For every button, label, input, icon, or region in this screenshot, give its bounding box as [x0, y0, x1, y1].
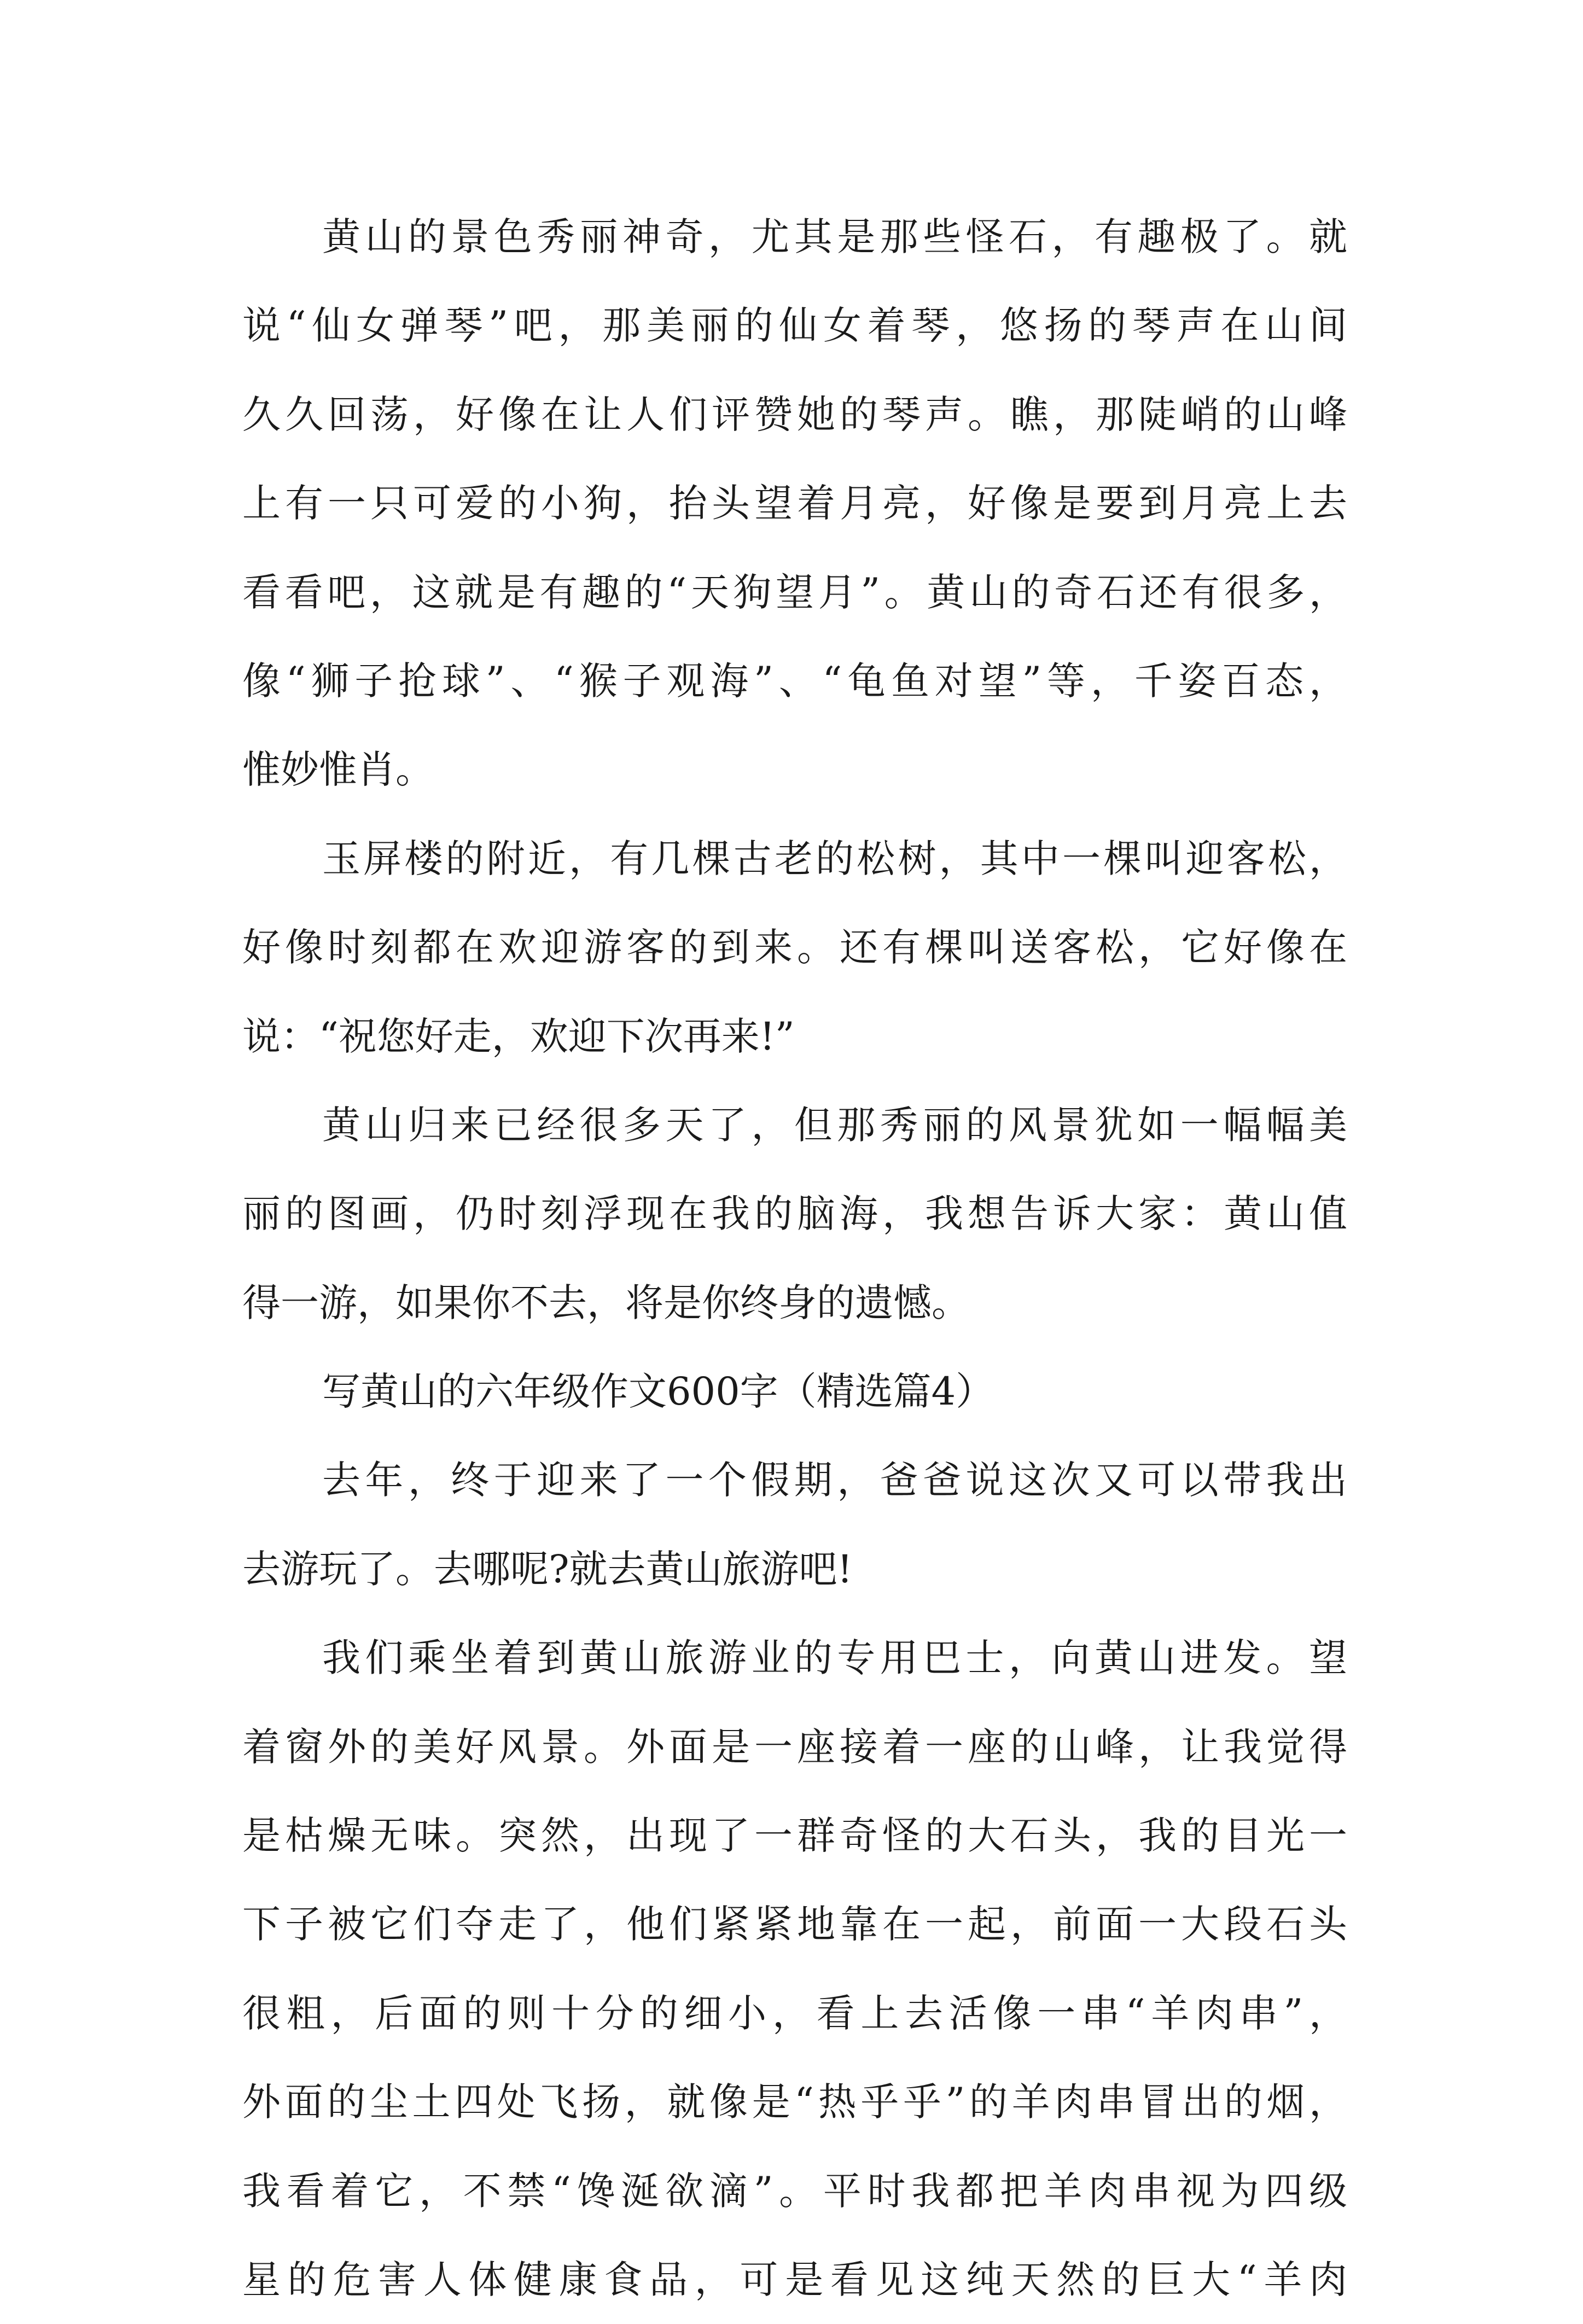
- paragraph: [242, 1436, 1347, 1614]
- text-line: 看看吧，这就是有趣的“天狗望月”。黄山的奇石还有很多，: [242, 569, 1347, 615]
- text-line: 我看着它，不禁“馋涎欲滴”。平时我都把羊肉串视为四级: [242, 2168, 1347, 2214]
- section-heading: [242, 1347, 1347, 1436]
- text-line: 很粗，后面的则十分的细小，看上去活像一串“羊肉串”，: [242, 1990, 1347, 2036]
- text-line: 黄山的景色秀丽神奇，尤其是那些怪石，有趣极了。就: [322, 214, 1347, 259]
- text-line: 像“狮子抢球”、“猴子观海”、“龟鱼对望”等，千姿百态，: [242, 658, 1347, 703]
- text-line: 说“仙女弹琴”吧，那美丽的仙女着琴，悠扬的琴声在山间: [242, 303, 1347, 348]
- paragraph: [242, 1081, 1347, 1347]
- text-line: 下子被它们夺走了，他们紧紧地靠在一起，前面一大段石头: [242, 1902, 1347, 1947]
- paragraph: [242, 1614, 1347, 2324]
- text-line: 上有一只可爱的小狗，抬头望着月亮，好像是要到月亮上去: [242, 481, 1347, 526]
- text-line: 去游玩了。去哪呢?就去黄山旅游吧!: [242, 1546, 853, 1592]
- paragraph: [242, 193, 1347, 814]
- text-line: 惟妙惟肖。: [242, 747, 434, 793]
- text-line: 星的危害人体健康食品，可是看见这纯天然的巨大“羊肉: [242, 2257, 1347, 2302]
- text-line: 久久回荡，好像在让人们评赞她的琴声。瞧，那陡峭的山峰: [242, 392, 1347, 437]
- text-line: 好像时刻都在欢迎游客的到来。还有棵叫送客松，它好像在: [242, 925, 1347, 970]
- text-line: 说：“祝您好走，欢迎下次再来!”: [242, 1014, 795, 1059]
- text-line: 是枯燥无味。突然，出现了一群奇怪的大石头，我的目光一: [242, 1813, 1347, 1859]
- article-body: [242, 193, 1347, 2324]
- text-line: 玉屏楼的附近，有几棵古老的松树，其中一棵叫迎客松，: [322, 836, 1347, 881]
- text-line: 着窗外的美好风景。外面是一座接着一座的山峰，让我觉得: [242, 1724, 1347, 1769]
- paragraph: [242, 814, 1347, 1081]
- text-line: 丽的图画，仍时刻浮现在我的脑海，我想告诉大家：黄山值: [242, 1191, 1347, 1237]
- text-line: 去年，终于迎来了一个假期，爸爸说这次又可以带我出: [322, 1458, 1347, 1503]
- text-line: 我们乘坐着到黄山旅游业的专用巴士，向黄山进发。望: [322, 1635, 1347, 1681]
- text-line: 黄山归来已经很多天了，但那秀丽的风景犹如一幅幅美: [322, 1102, 1347, 1148]
- heading-line: 写黄山的六年级作文600字（精选篇4）: [322, 1369, 994, 1414]
- text-line: 外面的尘土四处飞扬，就像是“热乎乎”的羊肉串冒出的烟，: [242, 2080, 1347, 2125]
- text-line: 得一游，如果你不去，将是你终身的遗憾。: [242, 1280, 970, 1325]
